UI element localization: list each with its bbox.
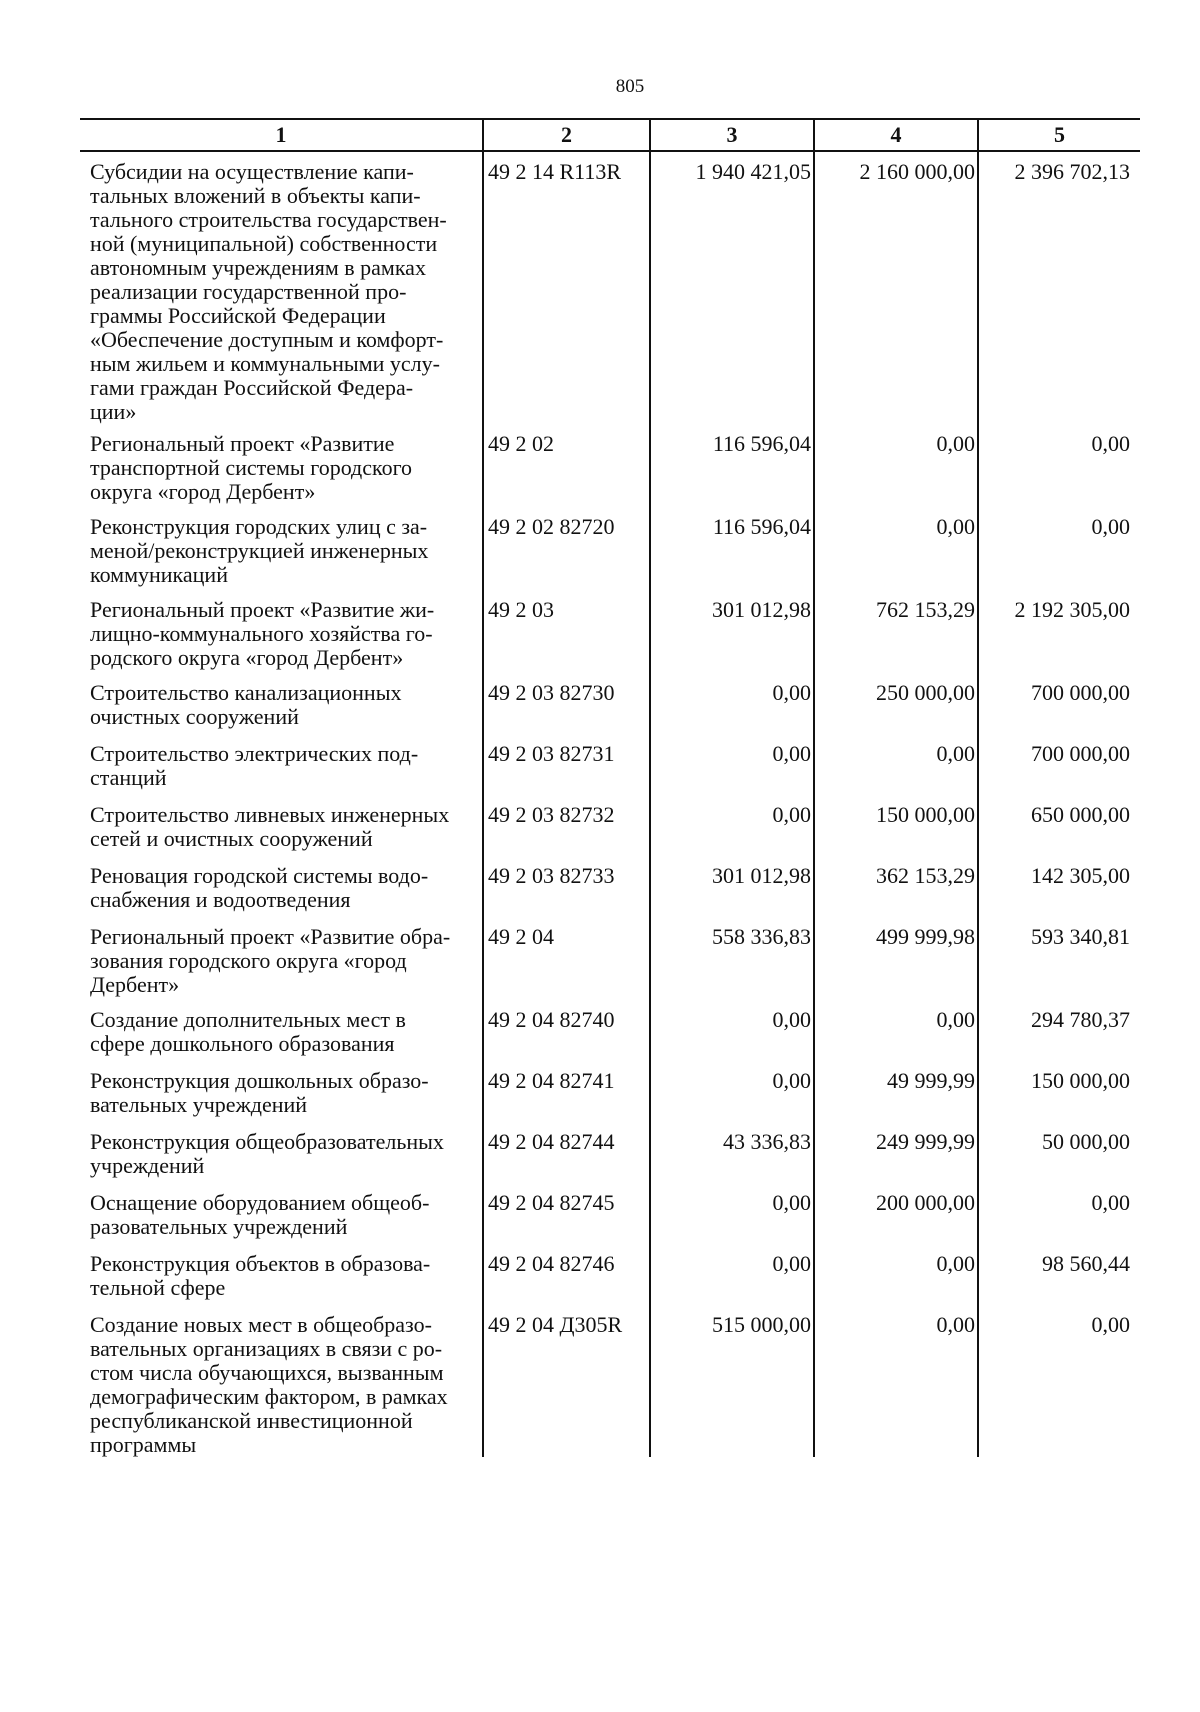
- name-line: Реконструкция объектов в образова-: [90, 1251, 431, 1276]
- cell-value-3: 0,00: [650, 734, 814, 795]
- cell-value-4: 762 153,29: [814, 590, 978, 673]
- name-line: Строительство электрических под-: [90, 741, 419, 766]
- cell-value-5: 0,00: [978, 424, 1140, 507]
- cell-value-3: 0,00: [650, 1244, 814, 1305]
- cell-value-3: 0,00: [650, 1061, 814, 1122]
- cell-code: 49 2 04 82746: [483, 1244, 650, 1305]
- cell-value-4: 249 999,99: [814, 1122, 978, 1183]
- cell-name: [80, 1061, 483, 1122]
- name-line: тельной сфере: [90, 1275, 226, 1300]
- cell-value-3: 301 012,98: [650, 856, 814, 917]
- name-line: станций: [90, 765, 167, 790]
- cell-name: [80, 1000, 483, 1061]
- cell-value-3: 116 596,04: [650, 507, 814, 590]
- cell-code: 49 2 02 82720: [483, 507, 650, 590]
- name-line: «Обеспечение доступным и комфорт-: [90, 327, 444, 352]
- cell-value-4: 150 000,00: [814, 795, 978, 856]
- cell-code: 49 2 03 82731: [483, 734, 650, 795]
- table-row: [80, 1183, 1140, 1244]
- cell-value-4: 0,00: [814, 734, 978, 795]
- table-row: [80, 590, 1140, 673]
- cell-name: [80, 590, 483, 673]
- cell-name: [80, 507, 483, 590]
- header-col-3: 3: [650, 119, 814, 151]
- cell-name: [80, 795, 483, 856]
- header-col-1: 1: [80, 119, 483, 151]
- name-line: ции»: [90, 399, 137, 424]
- cell-value-4: 499 999,98: [814, 917, 978, 1000]
- cell-name: [80, 424, 483, 507]
- cell-name: [80, 673, 483, 734]
- cell-value-3: 116 596,04: [650, 424, 814, 507]
- name-line: ной (муниципальной) собственности: [90, 231, 438, 256]
- cell-value-3: 301 012,98: [650, 590, 814, 673]
- cell-value-4: 200 000,00: [814, 1183, 978, 1244]
- cell-name: [80, 1305, 483, 1457]
- table-row: [80, 1061, 1140, 1122]
- cell-value-4: 0,00: [814, 1000, 978, 1061]
- name-line: учреждений: [90, 1153, 205, 1178]
- cell-code: 49 2 03 82733: [483, 856, 650, 917]
- name-line: стом числа обучающихся, вызванным: [90, 1360, 444, 1385]
- name-line: лищно-коммунального хозяйства го-: [90, 621, 433, 646]
- cell-value-3: 0,00: [650, 1000, 814, 1061]
- cell-value-5: 700 000,00: [978, 673, 1140, 734]
- name-line: Строительство канализационных: [90, 680, 402, 705]
- cell-value-3: 515 000,00: [650, 1305, 814, 1457]
- cell-value-3: 0,00: [650, 673, 814, 734]
- name-line: разовательных учреждений: [90, 1214, 348, 1239]
- cell-code: 49 2 03 82730: [483, 673, 650, 734]
- cell-code: 49 2 04 82745: [483, 1183, 650, 1244]
- cell-value-4: 0,00: [814, 424, 978, 507]
- table-row: [80, 1122, 1140, 1183]
- header-col-4: 4: [814, 119, 978, 151]
- header-col-5: 5: [978, 119, 1140, 151]
- name-line: сфере дошкольного образования: [90, 1031, 395, 1056]
- cell-value-3: 43 336,83: [650, 1122, 814, 1183]
- name-line: программы: [90, 1432, 197, 1457]
- cell-code: 49 2 03: [483, 590, 650, 673]
- name-line: вательных учреждений: [90, 1092, 308, 1117]
- cell-name: [80, 1122, 483, 1183]
- cell-name: [80, 1244, 483, 1305]
- cell-code: 49 2 04 82741: [483, 1061, 650, 1122]
- name-line: граммы Российской Федерации: [90, 303, 386, 328]
- table-row: [80, 507, 1140, 590]
- cell-value-5: 294 780,37: [978, 1000, 1140, 1061]
- cell-name: [80, 1183, 483, 1244]
- cell-value-4: 362 153,29: [814, 856, 978, 917]
- cell-name: [80, 151, 483, 424]
- name-line: Создание дополнительных мест в: [90, 1007, 406, 1032]
- page-number: 805: [615, 76, 645, 97]
- cell-value-3: 0,00: [650, 1183, 814, 1244]
- table-row: [80, 734, 1140, 795]
- cell-value-4: 0,00: [814, 507, 978, 590]
- cell-value-5: 50 000,00: [978, 1122, 1140, 1183]
- cell-value-5: 593 340,81: [978, 917, 1140, 1000]
- cell-value-5: 2 192 305,00: [978, 590, 1140, 673]
- name-line: республиканской инвестиционной: [90, 1408, 413, 1433]
- table-row: [80, 1244, 1140, 1305]
- name-line: Региональный проект «Развитие жи-: [90, 597, 435, 622]
- cell-code: 49 2 14 R113R: [483, 151, 650, 424]
- name-line: Реконструкция дошкольных образо-: [90, 1068, 429, 1093]
- cell-value-4: 2 160 000,00: [814, 151, 978, 424]
- table-header: [80, 119, 1140, 151]
- cell-code: 49 2 04 82740: [483, 1000, 650, 1061]
- name-line: очистных сооружений: [90, 704, 299, 729]
- cell-name: [80, 917, 483, 1000]
- cell-value-4: 0,00: [814, 1305, 978, 1457]
- name-line: транспортной системы городского: [90, 455, 413, 480]
- cell-code: 49 2 04 Д305R: [483, 1305, 650, 1457]
- name-line: Реновация городской системы водо-: [90, 863, 429, 888]
- name-line: реализации государственной про-: [90, 279, 407, 304]
- table-row: [80, 1000, 1140, 1061]
- name-line: демографическим фактором, в рамках: [90, 1384, 448, 1409]
- header-col-2: 2: [483, 119, 650, 151]
- table-row: [80, 424, 1140, 507]
- cell-value-4: 49 999,99: [814, 1061, 978, 1122]
- name-line: гами граждан Российской Федера-: [90, 375, 414, 400]
- cell-value-5: 142 305,00: [978, 856, 1140, 917]
- name-line: тальных вложений в объекты капи-: [90, 183, 421, 208]
- cell-value-5: 150 000,00: [978, 1061, 1140, 1122]
- name-line: коммуникаций: [90, 562, 228, 587]
- cell-name: [80, 856, 483, 917]
- name-line: Региональный проект «Развитие обра-: [90, 924, 451, 949]
- name-line: меной/реконструкцией инженерных: [90, 538, 429, 563]
- name-line: тального строительства государствен-: [90, 207, 447, 232]
- cell-value-5: 0,00: [978, 1305, 1140, 1457]
- cell-code: 49 2 02: [483, 424, 650, 507]
- cell-value-4: 0,00: [814, 1244, 978, 1305]
- name-line: автономным учреждениям в рамках: [90, 255, 426, 280]
- name-line: родского округа «город Дербент»: [90, 645, 404, 670]
- table-row: [80, 795, 1140, 856]
- cell-value-5: 0,00: [978, 1183, 1140, 1244]
- cell-value-5: 0,00: [978, 507, 1140, 590]
- table-row: [80, 856, 1140, 917]
- table-row: [80, 673, 1140, 734]
- name-line: зования городского округа «город: [90, 948, 407, 973]
- budget-table: [80, 118, 1140, 1457]
- cell-value-3: 1 940 421,05: [650, 151, 814, 424]
- cell-value-5: 700 000,00: [978, 734, 1140, 795]
- table-body: [80, 151, 1140, 1457]
- name-line: округа «город Дербент»: [90, 479, 316, 504]
- cell-value-3: 0,00: [650, 795, 814, 856]
- table-row: [80, 1305, 1140, 1457]
- name-line: вательных организациях в связи с ро-: [90, 1336, 443, 1361]
- cell-value-5: 2 396 702,13: [978, 151, 1140, 424]
- name-line: снабжения и водоотведения: [90, 887, 351, 912]
- name-line: Региональный проект «Развитие: [90, 431, 395, 456]
- name-line: ным жильем и коммунальными услу-: [90, 351, 440, 376]
- cell-value-3: 558 336,83: [650, 917, 814, 1000]
- name-line: Создание новых мест в общеобразо-: [90, 1312, 432, 1337]
- table-row: [80, 917, 1140, 1000]
- name-line: Дербент»: [90, 972, 180, 997]
- name-line: Строительство ливневых инженерных: [90, 802, 450, 827]
- name-line: сетей и очистных сооружений: [90, 826, 373, 851]
- name-line: Оснащение оборудованием общеоб-: [90, 1190, 430, 1215]
- cell-value-5: 650 000,00: [978, 795, 1140, 856]
- cell-code: 49 2 04 82744: [483, 1122, 650, 1183]
- cell-name: [80, 734, 483, 795]
- name-line: Реконструкция городских улиц с за-: [90, 514, 428, 539]
- cell-code: 49 2 03 82732: [483, 795, 650, 856]
- name-line: Реконструкция общеобразовательных: [90, 1129, 444, 1154]
- name-line: Субсидии на осуществление капи-: [90, 159, 414, 184]
- cell-value-5: 98 560,44: [978, 1244, 1140, 1305]
- header-row: [80, 119, 1140, 151]
- cell-value-4: 250 000,00: [814, 673, 978, 734]
- cell-code: 49 2 04: [483, 917, 650, 1000]
- table-row: [80, 151, 1140, 424]
